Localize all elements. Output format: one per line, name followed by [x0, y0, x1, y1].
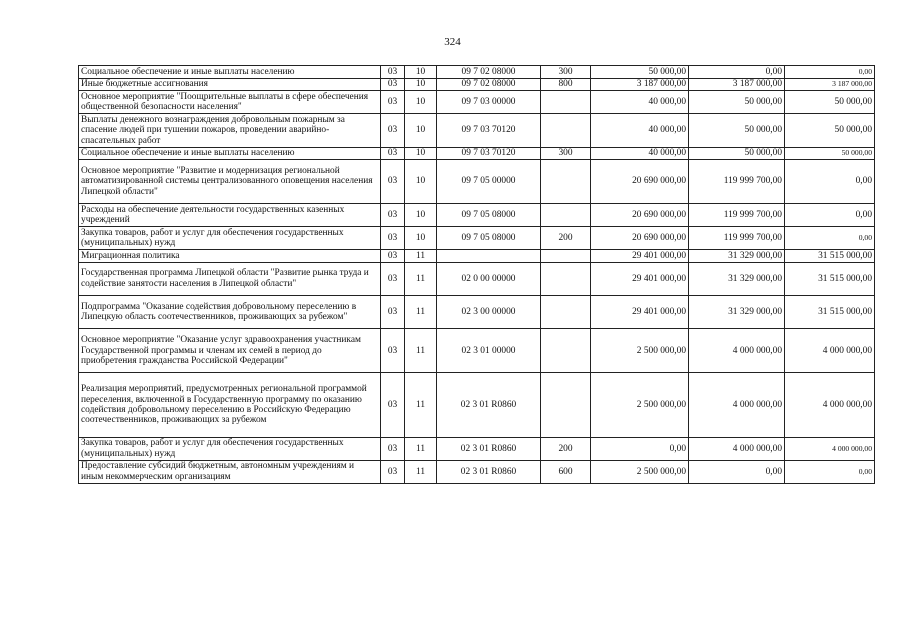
cell-amount-year-2: 31 329 000,00	[689, 249, 785, 262]
cell-subsection: 10	[405, 203, 437, 226]
cell-expense-type: 800	[541, 78, 591, 91]
cell-subsection: 10	[405, 160, 437, 204]
cell-amount-year-3: 31 515 000,00	[785, 295, 875, 328]
cell-name: Миграционная политика	[79, 249, 381, 262]
cell-amount-year-2: 3 187 000,00	[689, 78, 785, 91]
cell-amount-year-2: 119 999 700,00	[689, 203, 785, 226]
cell-section: 03	[381, 91, 405, 114]
cell-amount-year-2: 4 000 000,00	[689, 329, 785, 373]
cell-expense-type: 300	[541, 147, 591, 160]
table-row	[79, 437, 875, 460]
table-row	[79, 160, 875, 204]
cell-target-article: 09 7 03 00000	[437, 91, 541, 114]
cell-amount-year-3: 50 000,00	[785, 91, 875, 114]
table-row	[79, 91, 875, 114]
cell-name: Реализация мероприятий, предусмотренных региональной программой переселения, включенной в Государственную программу по оказанию содействия добровольному переселению в Российскую Федерацию соотечественников, проживающих за рубежом	[79, 373, 381, 438]
cell-expense-type	[541, 91, 591, 114]
cell-section: 03	[381, 66, 405, 79]
cell-amount-year-1: 20 690 000,00	[591, 203, 689, 226]
cell-subsection: 11	[405, 460, 437, 483]
cell-amount-year-1: 40 000,00	[591, 147, 689, 160]
cell-section: 03	[381, 373, 405, 438]
cell-target-article: 09 7 05 08000	[437, 203, 541, 226]
table-row	[79, 226, 875, 249]
cell-amount-year-1: 29 401 000,00	[591, 249, 689, 262]
cell-amount-year-2: 119 999 700,00	[689, 226, 785, 249]
cell-amount-year-3: 0,00	[785, 460, 875, 483]
cell-section: 03	[381, 295, 405, 328]
cell-name: Закупка товаров, работ и услуг для обеспечения государственных (муниципальных) нужд	[79, 437, 381, 460]
cell-amount-year-2: 4 000 000,00	[689, 437, 785, 460]
cell-amount-year-2: 0,00	[689, 66, 785, 79]
cell-amount-year-1: 29 401 000,00	[591, 262, 689, 295]
table-row	[79, 295, 875, 328]
cell-amount-year-2: 50 000,00	[689, 147, 785, 160]
cell-amount-year-1: 20 690 000,00	[591, 160, 689, 204]
cell-target-article: 02 3 01 R0860	[437, 437, 541, 460]
cell-name: Государственная программа Липецкой области "Развитие рынка труда и содействие занятости населения в Липецкой области"	[79, 262, 381, 295]
cell-name: Расходы на обеспечение деятельности государственных казенных учреждений	[79, 203, 381, 226]
cell-expense-type	[541, 295, 591, 328]
cell-subsection: 11	[405, 249, 437, 262]
cell-name: Основное мероприятие "Развитие и модернизация региональной автоматизированной системы централизованного оповещения населения Липецкой области"	[79, 160, 381, 204]
table-row	[79, 329, 875, 373]
table-row	[79, 78, 875, 91]
cell-amount-year-2: 50 000,00	[689, 114, 785, 147]
cell-amount-year-3: 50 000,00	[785, 147, 875, 160]
cell-amount-year-3: 4 000 000,00	[785, 437, 875, 460]
cell-amount-year-2: 0,00	[689, 460, 785, 483]
table-row	[79, 66, 875, 79]
cell-subsection: 11	[405, 437, 437, 460]
table-row	[79, 114, 875, 147]
cell-subsection: 10	[405, 147, 437, 160]
table-row	[79, 147, 875, 160]
table-row	[79, 203, 875, 226]
cell-target-article: 09 7 02 08000	[437, 66, 541, 79]
cell-name: Закупка товаров, работ и услуг для обеспечения государственных (муниципальных) нужд	[79, 226, 381, 249]
cell-target-article: 02 3 00 00000	[437, 295, 541, 328]
cell-expense-type	[541, 114, 591, 147]
cell-amount-year-3: 0,00	[785, 160, 875, 204]
cell-expense-type	[541, 249, 591, 262]
cell-section: 03	[381, 262, 405, 295]
cell-amount-year-3: 3 187 000,00	[785, 78, 875, 91]
cell-subsection: 10	[405, 91, 437, 114]
cell-amount-year-3: 4 000 000,00	[785, 373, 875, 438]
cell-amount-year-1: 0,00	[591, 437, 689, 460]
cell-section: 03	[381, 147, 405, 160]
cell-expense-type	[541, 203, 591, 226]
cell-subsection: 11	[405, 262, 437, 295]
cell-target-article	[437, 249, 541, 262]
cell-amount-year-1: 2 500 000,00	[591, 329, 689, 373]
cell-section: 03	[381, 226, 405, 249]
cell-amount-year-3: 50 000,00	[785, 114, 875, 147]
cell-target-article: 09 7 05 08000	[437, 226, 541, 249]
cell-expense-type	[541, 329, 591, 373]
table-row	[79, 373, 875, 438]
table-row	[79, 262, 875, 295]
cell-amount-year-3: 0,00	[785, 203, 875, 226]
cell-amount-year-2: 31 329 000,00	[689, 295, 785, 328]
cell-target-article: 09 7 05 00000	[437, 160, 541, 204]
cell-amount-year-3: 31 515 000,00	[785, 249, 875, 262]
cell-section: 03	[381, 78, 405, 91]
cell-expense-type: 300	[541, 66, 591, 79]
cell-name: Основное мероприятие "Поощрительные выплаты в сфере обеспечения общественной безопасности населения"	[79, 91, 381, 114]
cell-subsection: 10	[405, 226, 437, 249]
cell-target-article: 02 0 00 00000	[437, 262, 541, 295]
cell-name: Основное мероприятие "Оказание услуг здравоохранения участникам Государственной программы и членам их семей в период до приобретения гражданства Российской Федерации"	[79, 329, 381, 373]
cell-section: 03	[381, 160, 405, 204]
cell-amount-year-3: 4 000 000,00	[785, 329, 875, 373]
cell-target-article: 02 3 01 R0860	[437, 373, 541, 438]
cell-section: 03	[381, 437, 405, 460]
cell-target-article: 09 7 03 70120	[437, 147, 541, 160]
cell-subsection: 11	[405, 295, 437, 328]
cell-subsection: 11	[405, 373, 437, 438]
cell-expense-type	[541, 373, 591, 438]
cell-target-article: 09 7 03 70120	[437, 114, 541, 147]
cell-subsection: 10	[405, 78, 437, 91]
cell-subsection: 10	[405, 66, 437, 79]
cell-section: 03	[381, 114, 405, 147]
cell-amount-year-2: 119 999 700,00	[689, 160, 785, 204]
cell-name: Социальное обеспечение и иные выплаты населению	[79, 147, 381, 160]
cell-expense-type	[541, 160, 591, 204]
cell-amount-year-1: 20 690 000,00	[591, 226, 689, 249]
cell-amount-year-2: 4 000 000,00	[689, 373, 785, 438]
cell-amount-year-1: 40 000,00	[591, 91, 689, 114]
table-row	[79, 460, 875, 483]
budget-table	[78, 65, 875, 484]
cell-section: 03	[381, 203, 405, 226]
cell-section: 03	[381, 249, 405, 262]
cell-amount-year-1: 2 500 000,00	[591, 460, 689, 483]
cell-target-article: 09 7 02 08000	[437, 78, 541, 91]
cell-amount-year-3: 31 515 000,00	[785, 262, 875, 295]
cell-name: Социальное обеспечение и иные выплаты населению	[79, 66, 381, 79]
table-row	[79, 249, 875, 262]
cell-subsection: 10	[405, 114, 437, 147]
cell-amount-year-1: 2 500 000,00	[591, 373, 689, 438]
cell-amount-year-3: 0,00	[785, 66, 875, 79]
cell-target-article: 02 3 01 00000	[437, 329, 541, 373]
cell-amount-year-3: 0,00	[785, 226, 875, 249]
cell-section: 03	[381, 329, 405, 373]
cell-expense-type	[541, 262, 591, 295]
cell-amount-year-1: 40 000,00	[591, 114, 689, 147]
cell-amount-year-1: 50 000,00	[591, 66, 689, 79]
cell-amount-year-1: 29 401 000,00	[591, 295, 689, 328]
cell-expense-type: 600	[541, 460, 591, 483]
cell-section: 03	[381, 460, 405, 483]
cell-target-article: 02 3 01 R0860	[437, 460, 541, 483]
cell-amount-year-2: 50 000,00	[689, 91, 785, 114]
cell-amount-year-2: 31 329 000,00	[689, 262, 785, 295]
page-number: 324	[444, 36, 461, 48]
cell-name: Иные бюджетные ассигнования	[79, 78, 381, 91]
cell-expense-type: 200	[541, 437, 591, 460]
budget-table-body	[79, 66, 875, 484]
cell-name: Предоставление субсидий бюджетным, автономным учреждениям и иным некоммерческим организациям	[79, 460, 381, 483]
cell-name: Подпрограмма "Оказание содействия добровольному переселению в Липецкую область соотечественников, проживающих за рубежом"	[79, 295, 381, 328]
cell-amount-year-1: 3 187 000,00	[591, 78, 689, 91]
cell-name: Выплаты денежного вознаграждения добровольным пожарным за спасение людей при тушении пожаров, проведении аварийно-спасательных работ	[79, 114, 381, 147]
cell-expense-type: 200	[541, 226, 591, 249]
cell-subsection: 11	[405, 329, 437, 373]
